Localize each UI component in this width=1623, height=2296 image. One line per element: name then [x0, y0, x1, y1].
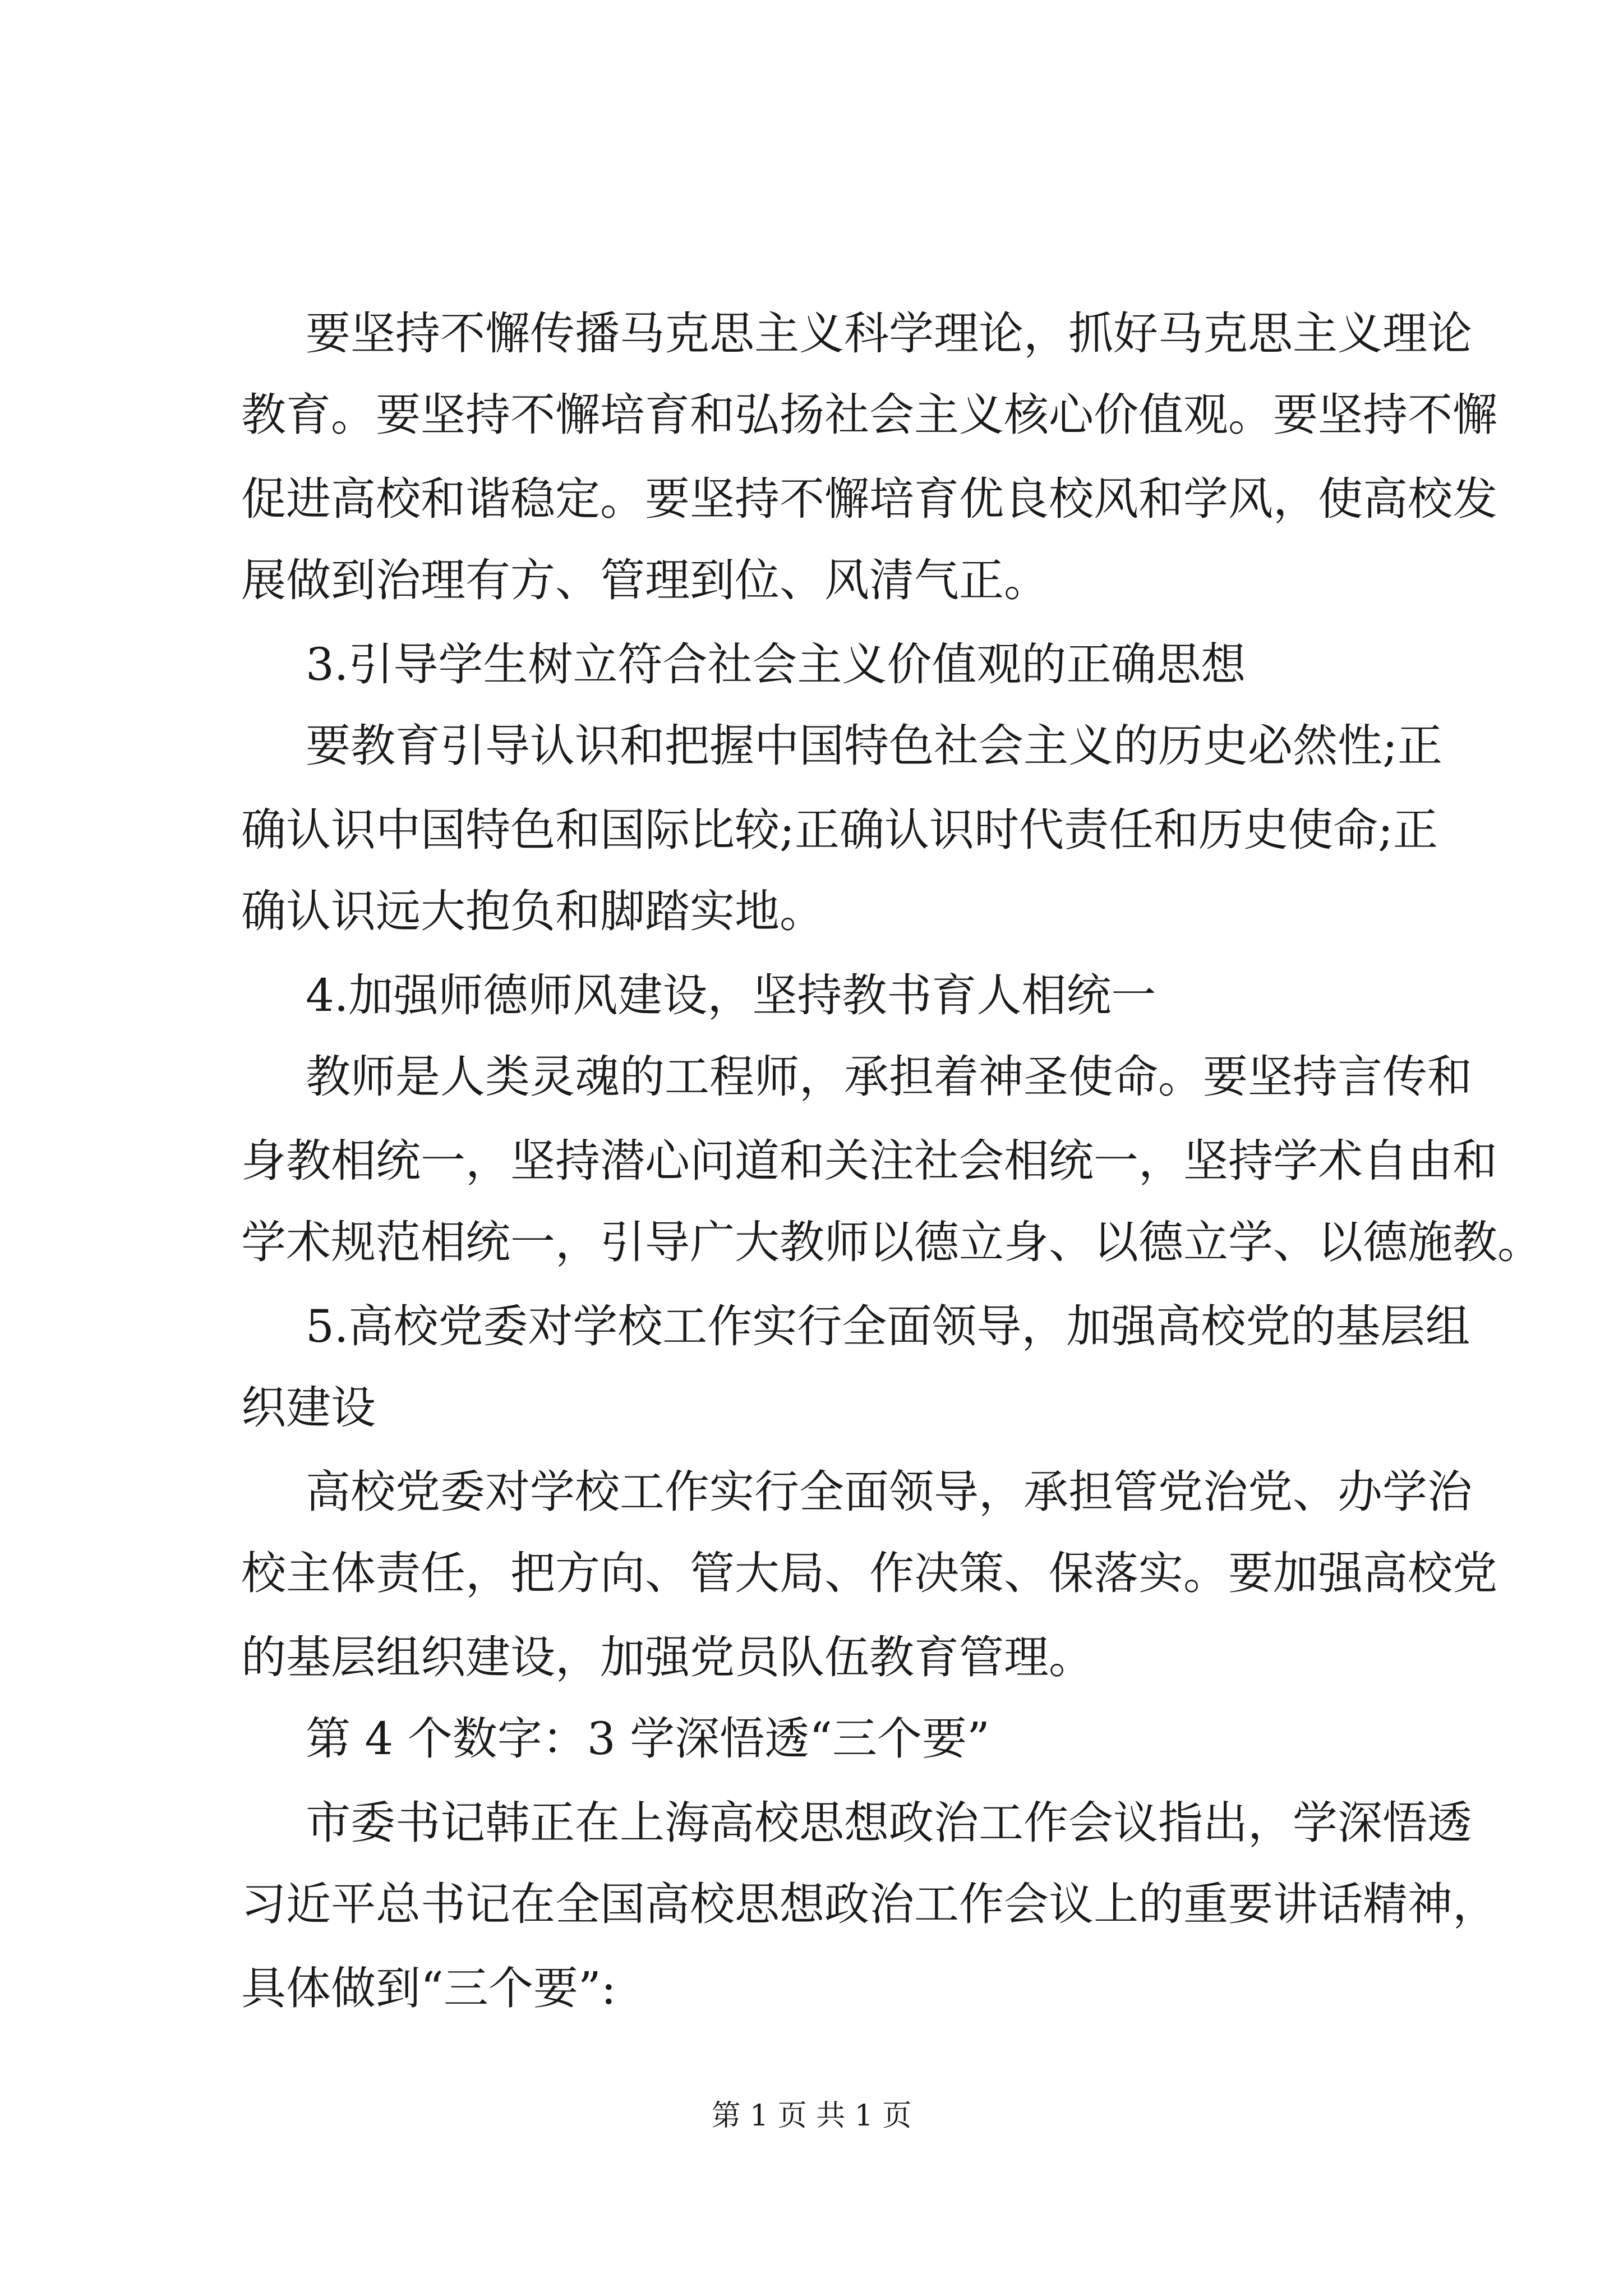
- paragraph-line: 学术规范相统一，引导广大教师以德立身、以德立学、以德施教。: [241, 1216, 1542, 1268]
- paragraph-line: 市委书记韩正在上海高校思想政治工作会议指出，学深悟透: [306, 1797, 1472, 1849]
- paragraph-line: 展做到治理有方、管理到位、风清气正。: [241, 554, 1049, 606]
- page-number-footer: 第 1 页 共 1 页: [711, 2099, 912, 2133]
- paragraph-line: 习近平总书记在全国高校思想政治工作会议上的重要讲话精神，: [241, 1878, 1497, 1930]
- section-heading: 5.高校党委对学校工作实行全面领导，加强高校党的基层组: [306, 1300, 1470, 1352]
- section-heading: 3.引导学生树立符合社会主义价值观的正确思想: [306, 638, 1246, 691]
- paragraph-line: 教师是人类灵魂的工程师，承担着神圣使命。要坚持言传和: [306, 1051, 1472, 1103]
- paragraph-line: 的基层组织建设，加强党员队伍教育管理。: [241, 1631, 1094, 1683]
- section-heading: 4.加强师德师风建设，坚持教书育人相统一: [306, 969, 1156, 1022]
- paragraph-line: 身教相统一，坚持潜心问道和关注社会相统一，坚持学术自由和: [241, 1135, 1497, 1187]
- section-heading: 第 4 个数字：3 学深悟透“三个要”: [306, 1713, 990, 1765]
- paragraph-line: 要坚持不懈传播马克思主义科学理论，抓好马克思主义理论: [306, 307, 1472, 360]
- paragraph-line: 高校党委对学校工作实行全面领导，承担管党治党、办学治: [306, 1466, 1472, 1518]
- paragraph-line: 校主体责任，把方向、管大局、作决策、保落实。要加强高校党: [241, 1547, 1497, 1599]
- section-heading: 织建设: [241, 1382, 376, 1434]
- paragraph-line: 具体做到“三个要”:: [241, 1962, 616, 2014]
- paragraph-line: 要教育引导认识和把握中国特色社会主义的历史必然性;正: [306, 720, 1442, 772]
- paragraph-line: 促进高校和谐稳定。要坚持不懈培育优良校风和学风，使高校发: [241, 473, 1497, 525]
- paragraph-line: 确认识远大抱负和脚踏实地。: [241, 885, 824, 937]
- paragraph-line: 确认识中国特色和国际比较;正确认识时代责任和历史使命;正: [241, 804, 1438, 856]
- paragraph-line: 教育。要坚持不懈培育和弘扬社会主义核心价值观。要坚持不懈: [241, 389, 1497, 441]
